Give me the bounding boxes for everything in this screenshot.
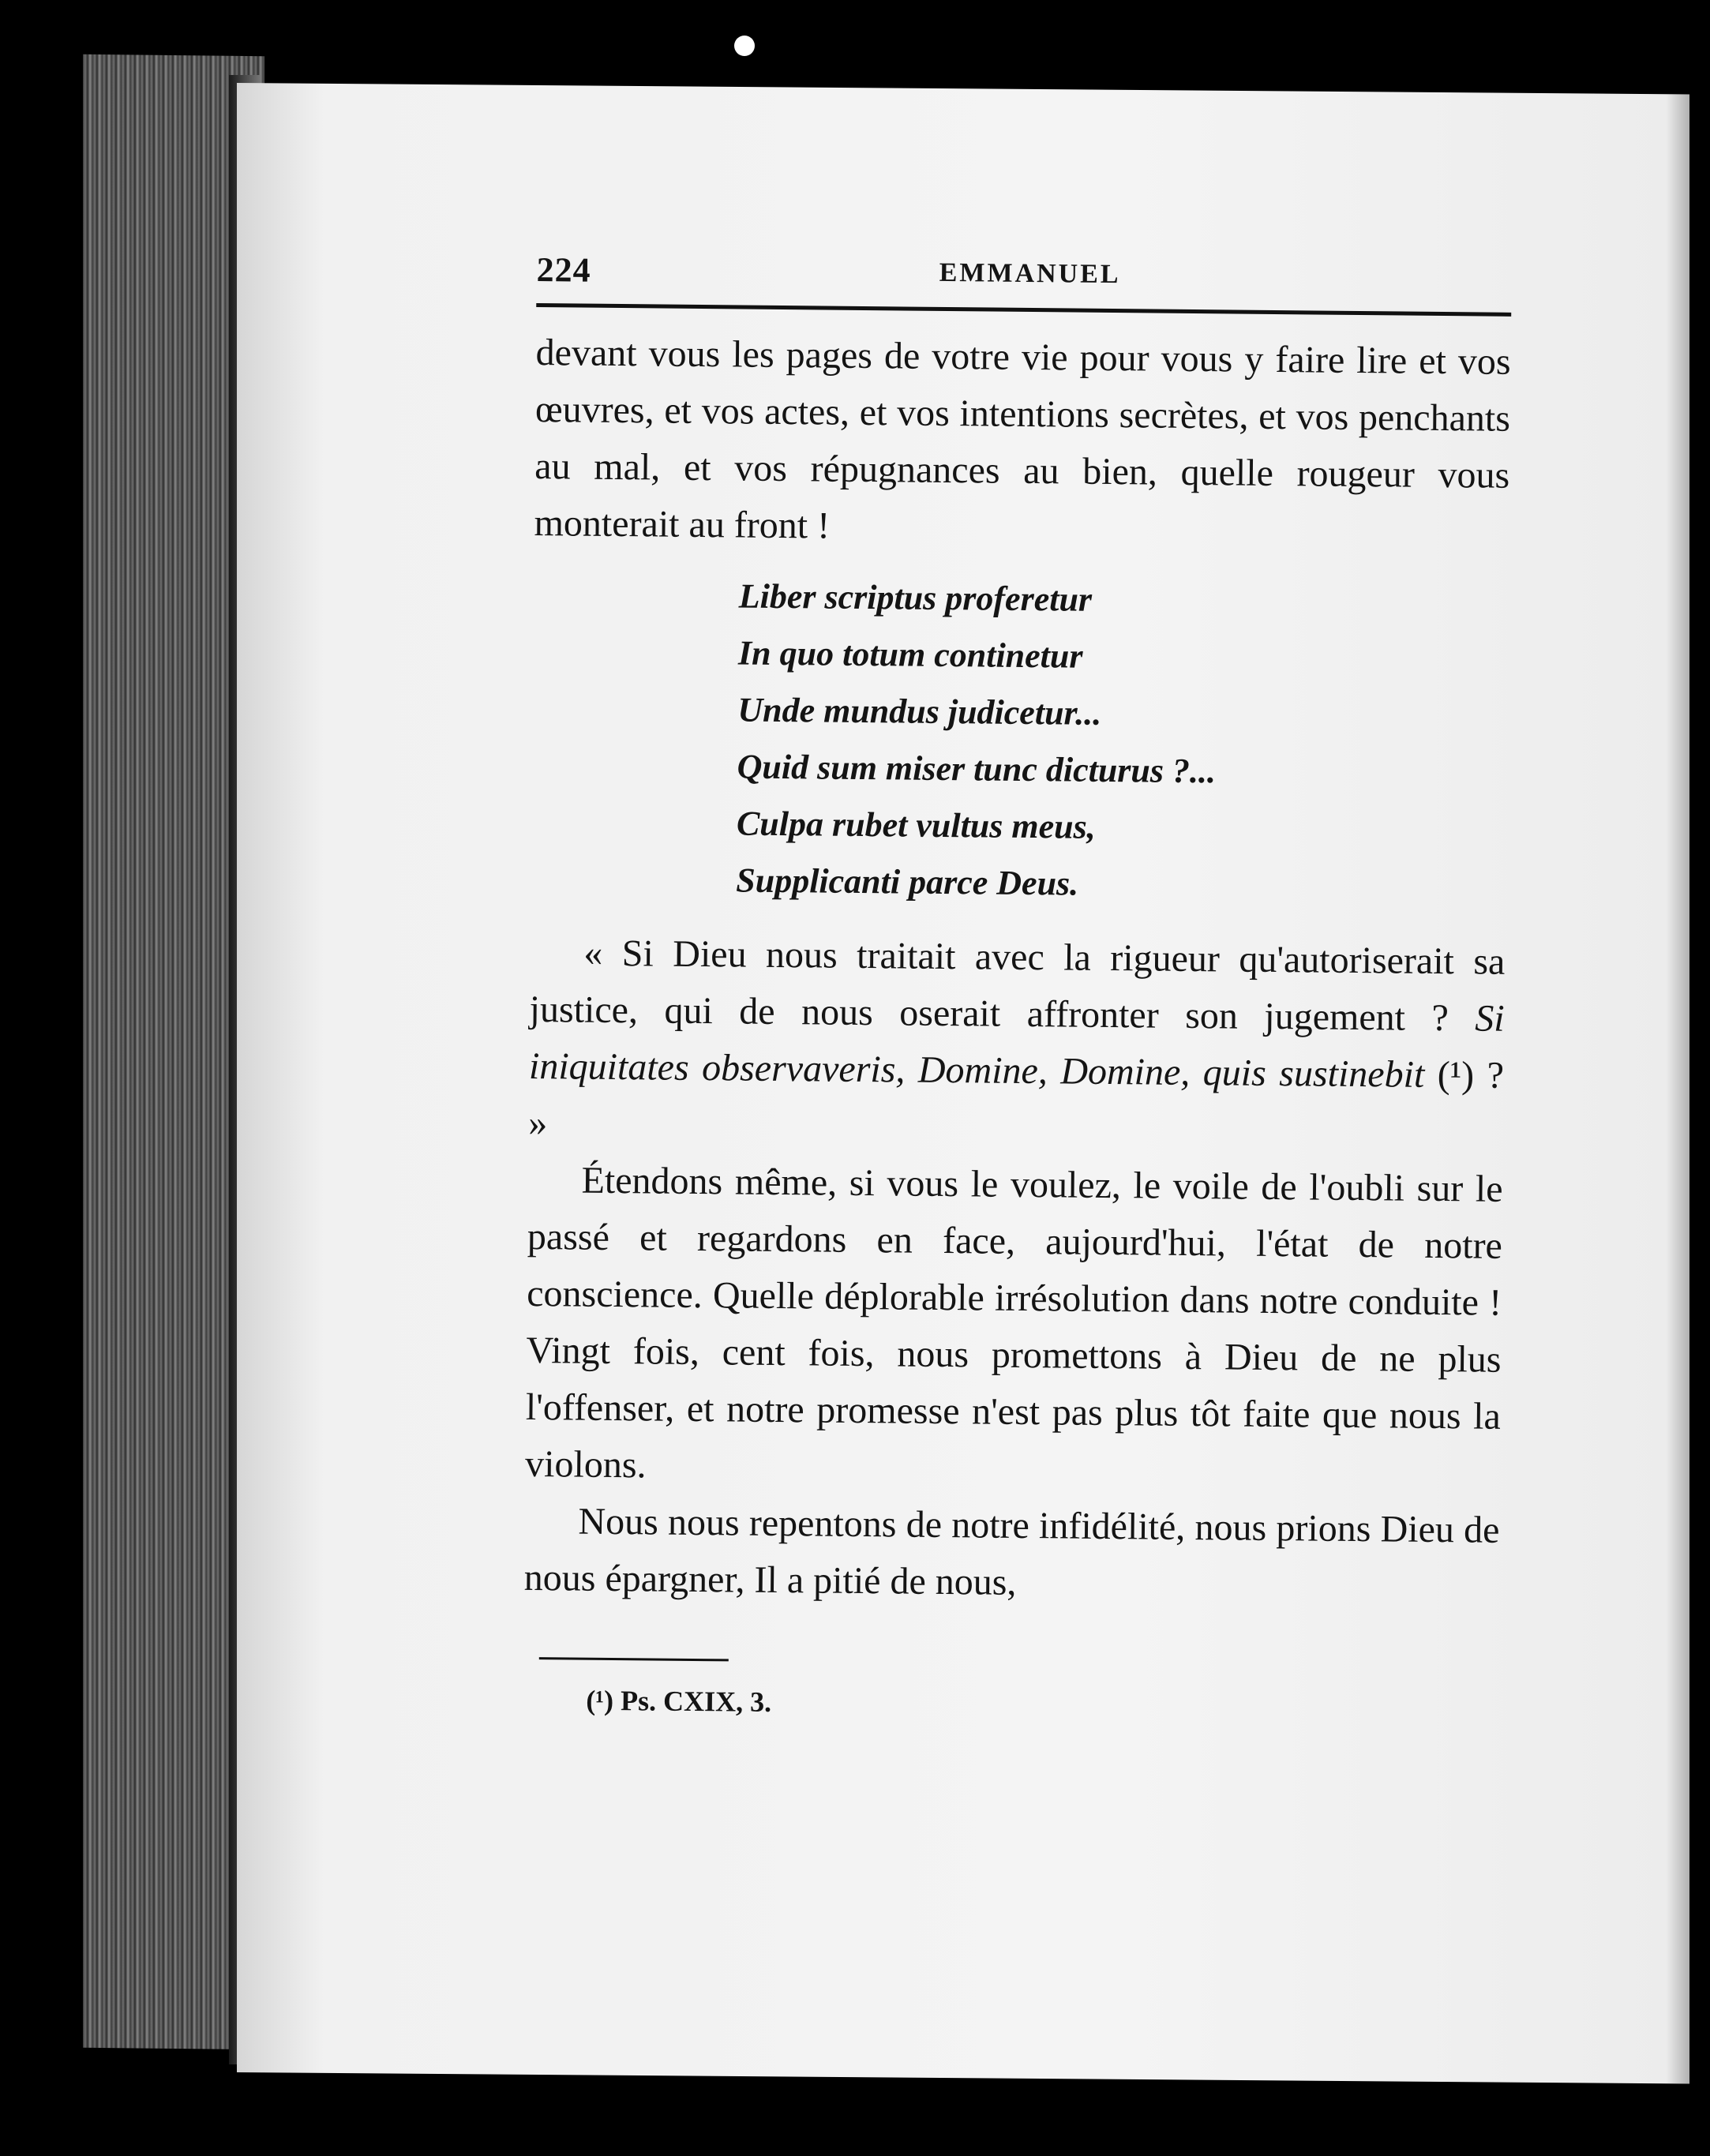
- body-text: [523, 324, 1511, 1616]
- page-edge-shadow: [1666, 94, 1689, 2083]
- verse-line: Liber scriptus proferetur: [738, 576, 1093, 619]
- header-rule: [536, 303, 1511, 317]
- page-number: 224: [536, 249, 591, 290]
- paragraph-2-text: « Si Dieu nous traitait avec la rigueur qu'autoriserait sa justice, qui de nous oserait affronter son jugement ?: [529, 932, 1506, 1040]
- scan-dot-mark: [734, 36, 755, 56]
- page-header: [536, 245, 1532, 302]
- paragraph-4: Nous nous repentons de notre infidélité, nous prions Dieu de nous épargner, Il a pitié de nous,: [523, 1500, 1500, 1603]
- verse-line: Culpa rubet vultus meus,: [736, 804, 1096, 846]
- footnote-rule: [539, 1657, 729, 1661]
- paragraph-2-end: ? »: [528, 1054, 1505, 1145]
- latin-quotation: Si iniquitates observaveris, Domine, Domine, quis sustinebit: [528, 997, 1505, 1096]
- verse-line: Supplicanti parce Deus.: [736, 861, 1079, 903]
- running-title: EMMANUEL: [939, 257, 1121, 290]
- paragraph-2: [528, 924, 1506, 1161]
- verse-line: Quid sum miser tunc dicturus ?...: [737, 747, 1217, 791]
- verse-line: In quo totum continetur: [737, 633, 1083, 676]
- footnote: (¹) Ps. CXIX, 3.: [586, 1684, 772, 1718]
- verse-line: Unde mundus judicetur...: [737, 690, 1102, 733]
- latin-verse: [736, 568, 1509, 916]
- footnote-reference: (¹): [1437, 1054, 1475, 1097]
- paragraph-3: Étendons même, si vous le voulez, le voile de l'oubli sur le passé et regardons en face, aujourd'hui, l'état de notre conscience. Quelle déplorable irrésolution dans notre conduite ! Vingt fois, cent fois, nous promettons à Dieu de ne plus l'offenser, et notre promesse n'est pas plus tôt faite que nous la violons.: [524, 1159, 1503, 1487]
- page-text-block: [523, 245, 1532, 1726]
- paragraph-1: devant vous les pages de votre vie pour vous y faire lire et vos œuvres, et vos actes, et vos intentions secrètes, et vos penchants au mal, et vos répugnances au bien, quelle rougeur vous monterait au front !: [534, 331, 1511, 547]
